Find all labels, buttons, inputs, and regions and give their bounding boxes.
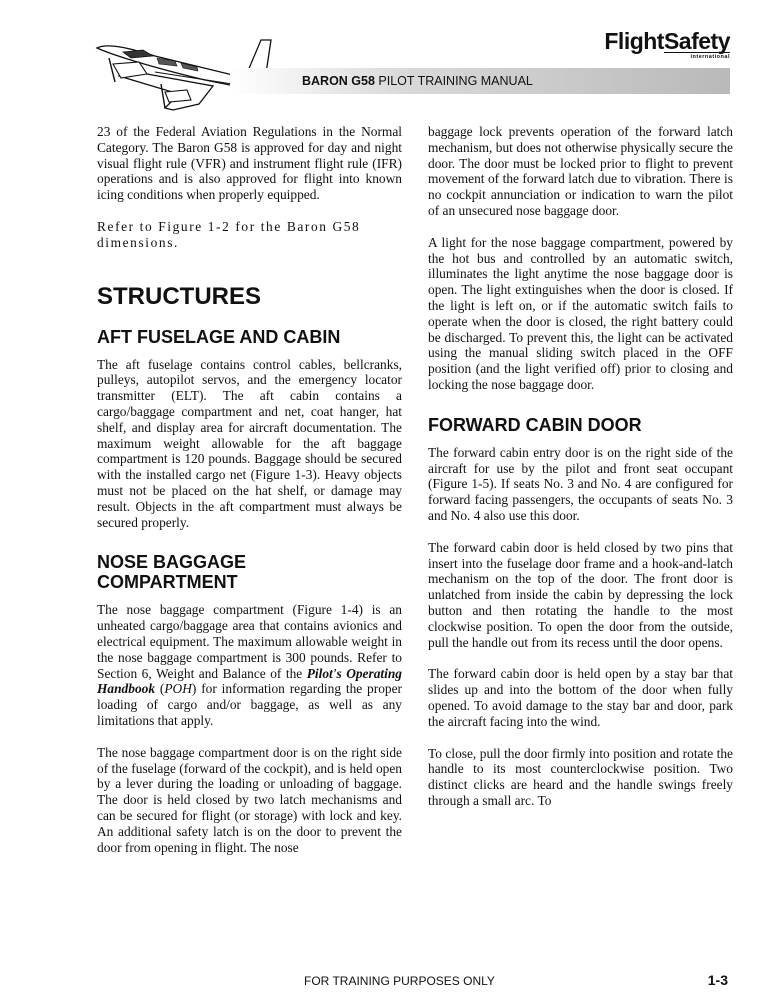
poh-abbrev: POH <box>164 681 192 697</box>
footer-notice: FOR TRAINING PURPOSES ONLY <box>304 974 495 988</box>
subsection-heading-nose-baggage <box>97 552 402 592</box>
paragraph: The forward cabin entry door is on the right side of the aircraft for use by the pilot and front seat occupant (Figure 1-5). If seats No. 3 and No. 4 are configured for forward facing passengers, the occupants of seats No. 3 and No. 4 also use this door. <box>428 444 733 523</box>
paragraph <box>97 602 402 728</box>
paragraph: 23 of the Federal Aviation Regulations in the Normal Category. The Baron G58 is approved for day and night visual flight rule (VFR) and instrument flight rule (IFR) operations and is also approved for flight into known icing conditions when properly equipped. <box>97 124 402 203</box>
manual-name: PILOT TRAINING MANUAL <box>378 74 533 88</box>
paragraph: The forward cabin door is held closed by two pins that insert into the fuselage door frame and a hook-and-latch mechanism on the top of the door. The front door is unlatched from inside the cabin by depressing the lock button and then rotating the handle to the most clockwise position. To open the door from the outside, pull the handle out from its recess until the door opens. <box>428 539 733 650</box>
section-heading-structures: STRUCTURES <box>97 282 262 310</box>
subsection-heading-forward-cabin-door: FORWARD CABIN DOOR <box>428 414 642 435</box>
paragraph: baggage lock prevents operation of the forward latch mechanism, but does not otherwise physically secure the door. The door must be locked prior to flight to prevent movement of the forward latch due to vibration. There is no cockpit annunciation or indication to warn the pilot of an unsecured nose baggage door. <box>428 124 733 218</box>
paragraph: The nose baggage compartment door is on the right side of the fuselage (forward of the cockpit), and is held open by a lever during the loading or unloading of baggage. The door is held closed by two latch mechanisms and can be secured for flight (or storage) with lock and key. An additional safety latch is on the door to prevent the door from opening in flight. The nose <box>97 744 402 855</box>
heading-line: NOSE BAGGAGE <box>97 552 247 573</box>
header-title <box>302 74 533 88</box>
right-column <box>428 124 733 809</box>
left-column <box>97 124 402 855</box>
poh-title: Pilot's Operating Handbook <box>97 665 402 697</box>
text-run: The nose baggage compartment (Figure 1-4) is an unheated cargo/baggage area that contains avionics and electrical equipment. The maximum allowable weight in the nose baggage compartment is 300 pounds. Refer to Section 6, Weight and Balance of the <box>97 602 402 681</box>
text-run: ) for information regarding the proper loading of cargo and/or baggage, as well as any limitations that apply. <box>97 681 402 728</box>
paragraph: The forward cabin door is held open by a stay bar that slides up and into the bottom of the door when fully opened. To avoid damage to the stay bar and door, park the aircraft facing into the wind. <box>428 666 733 729</box>
paragraph: A light for the nose baggage compartment, powered by the hot bus and controlled by an automatic switch, illuminates the light anytime the nose baggage door is open. The light extinguishes when the door is closed. If the light is left on, or if the automatic switch fails to operate when the door is closed, the right battery could be discharged. To prevent this, the light can be activated using the manual sliding switch placed in the OFF position (and the light verified off) prior to closing and locking the nose baggage door. <box>428 234 733 392</box>
logo-subtext: international <box>664 52 730 60</box>
paragraph: The aft fuselage contains control cables, bellcranks, pulleys, autopilot servos, and the emergency locator transmitter (ELT). The aft cabin contains a cargo/baggage compartment and net, coat hanger, hat shelf, and display area for aircraft documentation. The maximum weight allowable for the aft baggage compartment is 120 pounds. Baggage should be secured with the installed cargo net (Figure 1-3). Heavy objects must not be placed on the hat shelf, or damage may result. Objects in the aft compartment must always be secured properly. <box>97 356 402 530</box>
heading-line: COMPARTMENT <box>97 572 238 593</box>
logo-text: FlightSafety <box>604 28 730 54</box>
page-number: 1-3 <box>707 972 728 988</box>
paragraph: To close, pull the door firmly into position and rotate the handle to its most counterclockwise position. Two distinct clicks are heard and the handle swings freely through a small arc. To <box>428 745 733 808</box>
text-run: ( <box>155 681 165 697</box>
subsection-heading-aft-fuselage: AFT FUSELAGE AND CABIN <box>97 326 341 347</box>
paragraph: Refer to Figure 1-2 for the Baron G58 dimensions. <box>97 218 361 250</box>
aircraft-model: BARON G58 <box>302 74 375 88</box>
flightsafety-logo <box>604 30 730 60</box>
